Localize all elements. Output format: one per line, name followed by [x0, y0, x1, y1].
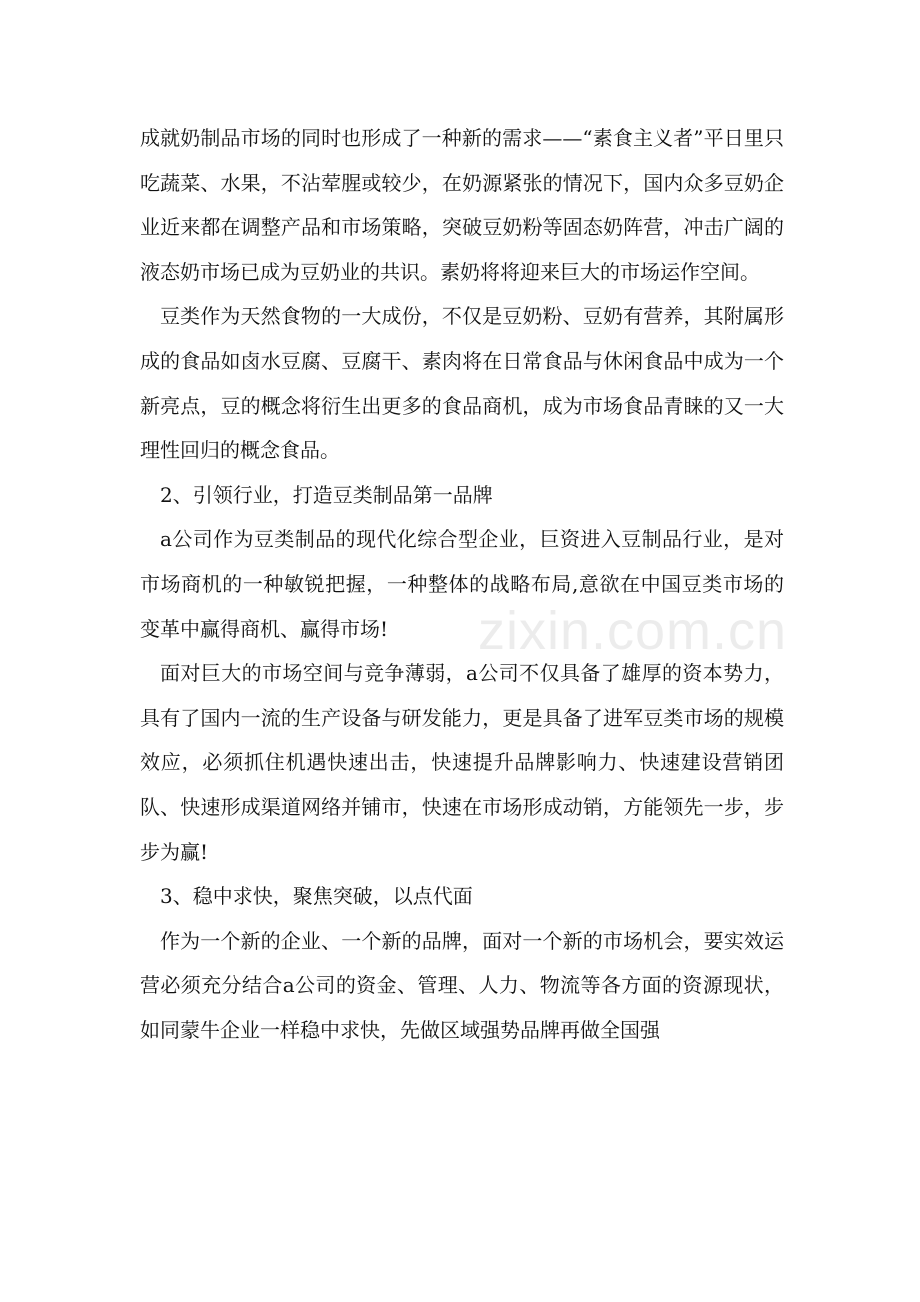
paragraph-market-space: 面对巨大的市场空间与竞争薄弱，a公司不仅具备了雄厚的资本势力，具有了国内一流的生产设备与研发能力，更是具备了进军豆类市场的规模效应，必须抓住机遇快速出击，快速提升品牌影响力、快速建设营销团队、快速形成渠道网络并铺市，快速在市场形成动销，方能领先一步，步步为赢!	[140, 661, 784, 864]
section-heading-3: 3、稳中求快，聚焦突破，以点代面	[160, 884, 473, 909]
watermark: zixin.com.cn	[478, 601, 788, 661]
document-body	[140, 116, 784, 1052]
paragraph-new-brand: 作为一个新的企业、一个新的品牌，面对一个新的市场机会，要实效运营必须充分结合a公司的资金、管理、人力、物流等各方面的资源现状，如同蒙牛企业一样稳中求快，先做区域强势品牌再做全国强	[140, 928, 784, 1042]
paragraph-bean-foods: 豆类作为天然食物的一大成份，不仅是豆奶粉、豆奶有营养，其附属形成的食品如卤水豆腐、豆腐干、素肉将在日常食品与休闲食品中成为一个新亮点，豆的概念将衍生出更多的食品商机，成为市场食品青睐的又一大理性回归的概念食品。	[140, 304, 784, 463]
section-heading-2: 2、引领行业，打造豆类制品第一品牌	[160, 482, 493, 507]
paragraph-intro: 成就奶制品市场的同时也形成了一种新的需求——“素食主义者”平日里只吃蔬菜、水果，不沾荤腥或较少，在奶源紧张的情况下，国内众多豆奶企业近来都在调整产品和市场策略，突破豆奶粉等固态奶阵营，冲击广阔的液态奶市场已成为豆奶业的共识。素奶将将迎来巨大的市场运作空间。	[140, 126, 784, 284]
paragraph-company-entry: a公司作为豆类制品的现代化综合型企业，巨资进入豆制品行业，是对市场商机的一种敏锐把握，一种整体的战略布局,意欲在中国豆类市场的变革中赢得商机、赢得市场!	[140, 527, 784, 641]
